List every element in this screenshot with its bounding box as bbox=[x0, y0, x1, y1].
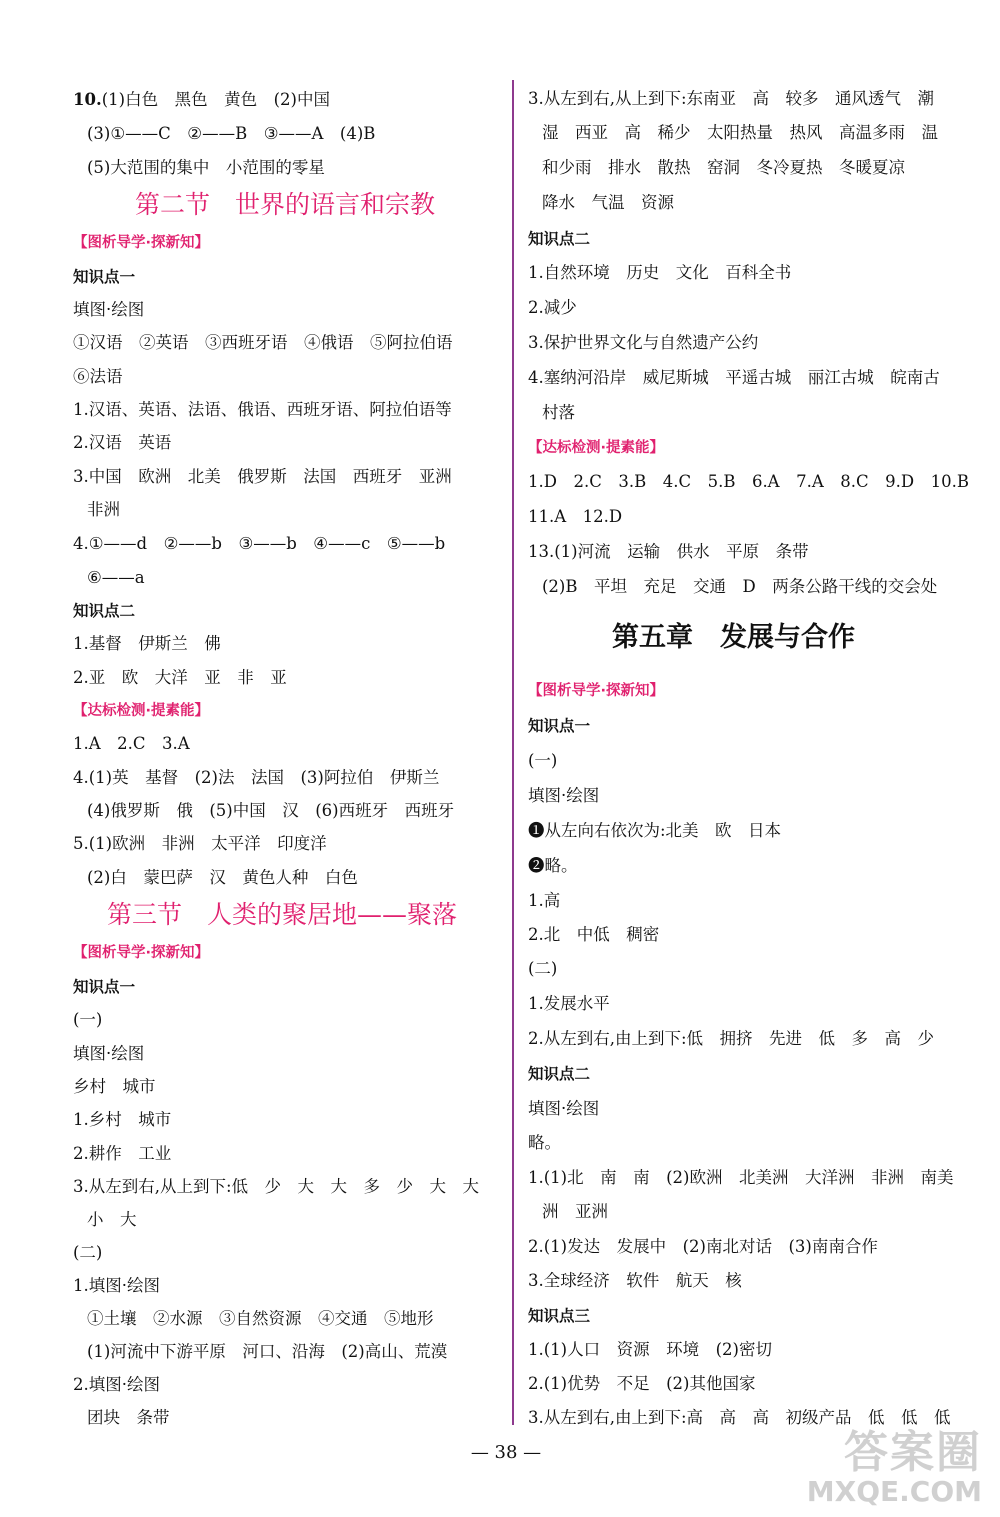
text-line: 3.从左到右,从上到下:东南亚 高 较多 通风透气 潮 bbox=[528, 89, 935, 108]
section-title: 第二节 世界的语言和宗教 bbox=[135, 190, 436, 219]
text-line: 1.发展水平 bbox=[528, 994, 610, 1013]
knowledge-point-heading: 知识点二 bbox=[528, 230, 591, 248]
text-line: 湿 西亚 高 稀少 太阳热量 热风 高温多雨 温 bbox=[542, 123, 938, 142]
chapter-title: 第五章 发展与合作 bbox=[612, 622, 855, 653]
text-line: 1.填图·绘图 bbox=[73, 1276, 160, 1295]
text-line: 4.①——d ②——b ③——b ④——c ⑤——b bbox=[73, 534, 446, 553]
text-line: 2.汉语 英语 bbox=[73, 433, 172, 452]
text-line: 1.乡村 城市 bbox=[73, 1110, 172, 1129]
tag-heading: 【图析导学·探新知】 bbox=[73, 945, 210, 961]
section-title: 第三节 人类的聚居地——聚落 bbox=[107, 900, 458, 929]
text-line: 2.减少 bbox=[528, 298, 577, 317]
knowledge-point-heading: 知识点二 bbox=[73, 602, 136, 620]
text-line: 乡村 城市 bbox=[73, 1077, 156, 1096]
text-line: (一) bbox=[528, 751, 558, 770]
text-line: (2)B 平坦 充足 交通 D 两条公路干线的交会处 bbox=[542, 577, 938, 596]
text-line: 11.A 12.D bbox=[528, 507, 623, 526]
tag-heading: 【图析导学·探新知】 bbox=[73, 235, 210, 251]
text-line: 4.(1)英 基督 (2)法 法国 (3)阿拉伯 伊斯兰 bbox=[73, 768, 440, 787]
text-line: 洲 亚洲 bbox=[542, 1202, 608, 1221]
text-line: (一) bbox=[73, 1010, 103, 1029]
text-line: (3)①——C ②——B ③——A (4)B bbox=[87, 124, 376, 143]
text-line: 10.(1)白色 黑色 黄色 (2)中国 bbox=[73, 90, 330, 109]
knowledge-point-heading: 知识点一 bbox=[73, 978, 136, 996]
text-line: 2.亚 欧 大洋 亚 非 亚 bbox=[73, 668, 287, 687]
text-line: 1.(1)北 南 南 (2)欧洲 北美洲 大洋洲 非洲 南美 bbox=[528, 1168, 954, 1187]
text-line: 填图·绘图 bbox=[528, 786, 600, 805]
text-line: ⑥法语 bbox=[73, 367, 123, 386]
text-line: 和少雨 排水 散热 窑洞 冬冷夏热 冬暖夏凉 bbox=[542, 158, 905, 177]
text-line: 2.(1)优势 不足 (2)其他国家 bbox=[528, 1374, 756, 1393]
text-line: 3.从左到右,从上到下:低 少 大 大 多 少 大 大 bbox=[73, 1177, 480, 1196]
text-line: 1.汉语、英语、法语、俄语、西班牙语、阿拉伯语等 bbox=[73, 400, 452, 419]
text-line: 2.(1)发达 发展中 (2)南北对话 (3)南南合作 bbox=[528, 1237, 878, 1256]
text-line: 4.塞纳河沿岸 威尼斯城 平遥古城 丽江古城 皖南古 bbox=[528, 368, 940, 387]
text-line: 5.(1)欧洲 非洲 太平洋 印度洋 bbox=[73, 834, 327, 853]
column-divider bbox=[512, 80, 514, 1425]
text-line: 2.从左到右,由上到下:低 拥挤 先进 低 多 高 少 bbox=[528, 1029, 935, 1048]
text-line: 3.中国 欧洲 北美 俄罗斯 法国 西班牙 亚洲 bbox=[73, 467, 452, 486]
text-line: 3.全球经济 软件 航天 核 bbox=[528, 1271, 742, 1290]
text-line: 村落 bbox=[542, 403, 575, 422]
text-line: 3.保护世界文化与自然遗产公约 bbox=[528, 333, 759, 352]
watermark-text: 答案圈 bbox=[844, 1427, 982, 1478]
text-line: 1.A 2.C 3.A bbox=[73, 734, 190, 753]
text-line: (二) bbox=[528, 959, 558, 978]
page-number: — 38 — bbox=[470, 1442, 542, 1463]
text-line: ①汉语 ②英语 ③西班牙语 ④俄语 ⑤阿拉伯语 bbox=[73, 333, 453, 352]
text-line: 2.填图·绘图 bbox=[73, 1375, 160, 1394]
text-line: 2.北 中低 稠密 bbox=[528, 925, 660, 944]
text-line: ❶从左向右依次为:北美 欧 日本 bbox=[528, 821, 782, 840]
knowledge-point-heading: 知识点一 bbox=[73, 268, 136, 286]
text-line: 1.基督 伊斯兰 佛 bbox=[73, 634, 221, 653]
text-line: 填图·绘图 bbox=[73, 300, 145, 319]
knowledge-point-heading: 知识点一 bbox=[528, 717, 591, 735]
knowledge-point-heading: 知识点三 bbox=[528, 1307, 591, 1325]
text-line: 1.(1)人口 资源 环境 (2)密切 bbox=[528, 1340, 772, 1359]
text-line: (二) bbox=[73, 1243, 103, 1262]
text-line: ①土壤 ②水源 ③自然资源 ④交通 ⑤地形 bbox=[87, 1309, 434, 1328]
watermark-logo bbox=[807, 1429, 982, 1507]
watermark-url: MXQE.COM bbox=[806, 1475, 982, 1508]
text-line: 1.自然环境 历史 文化 百科全书 bbox=[528, 263, 792, 282]
text-line: (2)白 蒙巴萨 汉 黄色人种 白色 bbox=[87, 868, 358, 887]
text-line: 1.D 2.C 3.B 4.C 5.B 6.A 7.A 8.C 9.D 10.B bbox=[528, 472, 969, 491]
text-line: (1)河流中下游平原 河口、沿海 (2)高山、荒漠 bbox=[87, 1342, 448, 1361]
text-line: ⑥——a bbox=[87, 568, 145, 587]
text-line: 略。 bbox=[528, 1133, 561, 1152]
tag-heading: 【达标检测·提素能】 bbox=[528, 440, 665, 456]
text-line: 填图·绘图 bbox=[73, 1044, 145, 1063]
text-line: 降水 气温 资源 bbox=[542, 193, 674, 212]
text-line: 3.从左到右,由上到下:高 高 高 初级产品 低 低 低 bbox=[528, 1408, 951, 1427]
knowledge-point-heading: 知识点二 bbox=[528, 1065, 591, 1083]
text-line: 13.(1)河流 运输 供水 平原 条带 bbox=[528, 542, 809, 561]
text-line: (5)大范围的集中 小范围的零星 bbox=[87, 158, 325, 177]
tag-heading: 【图析导学·探新知】 bbox=[528, 683, 665, 699]
text-line: (4)俄罗斯 俄 (5)中国 汉 (6)西班牙 西班牙 bbox=[87, 801, 455, 820]
text-line: 非洲 bbox=[87, 500, 120, 519]
text-line: 小 大 bbox=[87, 1210, 137, 1229]
text-line: 填图·绘图 bbox=[528, 1099, 600, 1118]
tag-heading: 【达标检测·提素能】 bbox=[73, 703, 210, 719]
text-line: 团块 条带 bbox=[87, 1408, 170, 1427]
text-line: ❷略。 bbox=[528, 856, 578, 875]
text-line: 2.耕作 工业 bbox=[73, 1144, 172, 1163]
text-line: 1.高 bbox=[528, 891, 561, 910]
